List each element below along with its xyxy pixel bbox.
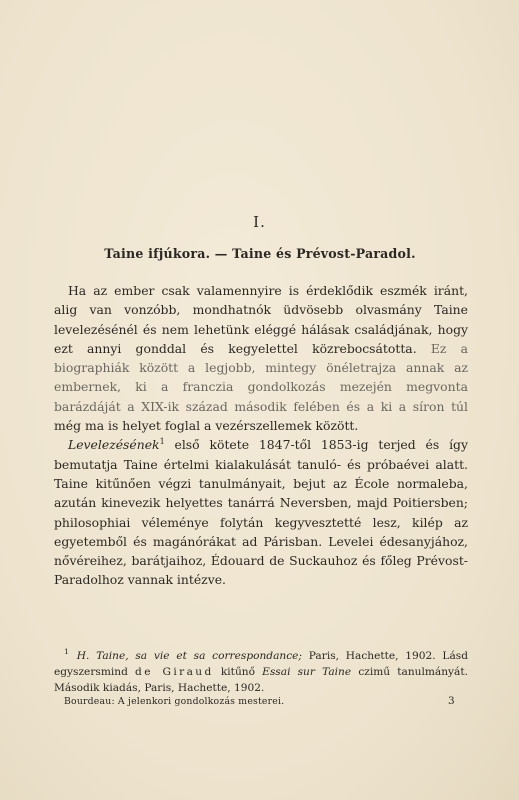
footnote-text-2: kitűnő <box>213 666 263 679</box>
paragraph-2-italic-word: Levelezésének <box>68 437 160 453</box>
footnote-ref: 1 <box>64 647 69 657</box>
paragraph-2-text: első kötete 1847-től 1853-ig terjed és így bemutatja Taine értelmi kialakulását tanuló- és próbaévei alatt. Taine kitűnően végzi tanulmányait, bejut az École normaleba, azután kinevezik helyettes tanárrá Neversben, majd Poitiersben; philosophiai véleménye folytán kegyvesztetté lesz, kilép az egyetemből és magánórákat ad Párisban. Levelei édesanyjához, nővéreihez, barátjaihoz, Édouard de Suckauhoz és főleg Prévost-Paradolhoz vannak intézve. <box>54 437 468 588</box>
paragraph-2 <box>54 435 468 589</box>
footnote-text-1: Paris, Hachette, 1902. Lásd egyszersmind <box>54 650 468 679</box>
footnote-text-3: czimű tanulmányát. Második kiadás, Paris, Hachette, 1902. <box>54 666 468 695</box>
footnote-italic-title: H. Taine, sa vie et sa correspondance; <box>76 650 302 662</box>
page-number: 3 <box>448 695 455 707</box>
footnote <box>54 648 468 697</box>
chapter-title: Taine ifjúkora. — Taine és Prévost-Paradol. <box>104 246 416 261</box>
footnote-author: de Giraud <box>135 666 214 679</box>
paragraph-1-lead: Ha az ember csak valamennyire is érdeklődik eszmék iránt, alig van vonzóbb, mondhatnók üdvösebb olvasmány Taine levelezésénél és nem lehetünk eléggé hálásak családjának, hogy ezt annyi gonddal és kegyelettel közrebocsátotta. <box>54 283 468 356</box>
body-text <box>54 281 468 590</box>
paragraph-1 <box>54 281 468 435</box>
paragraph-1-faded-text: Ez a biographiák között a legjobb, mintegy önéletrajza annak az embernek, ki a franczia gondolkozás mezején megvonta barázdáját a XIX-ik század második felében és a ki a síron túl <box>54 340 469 414</box>
running-footer: Bourdeau: A jelenkori gondolkozás mesterei. <box>64 696 285 707</box>
footnote-marker: 1 <box>159 437 165 447</box>
chapter-number: I. <box>253 213 266 231</box>
paragraph-1-end: még ma is helyet foglal a vezérszellemek között. <box>54 418 359 434</box>
footnote-italic-essay: Essai sur Taine <box>262 666 352 679</box>
